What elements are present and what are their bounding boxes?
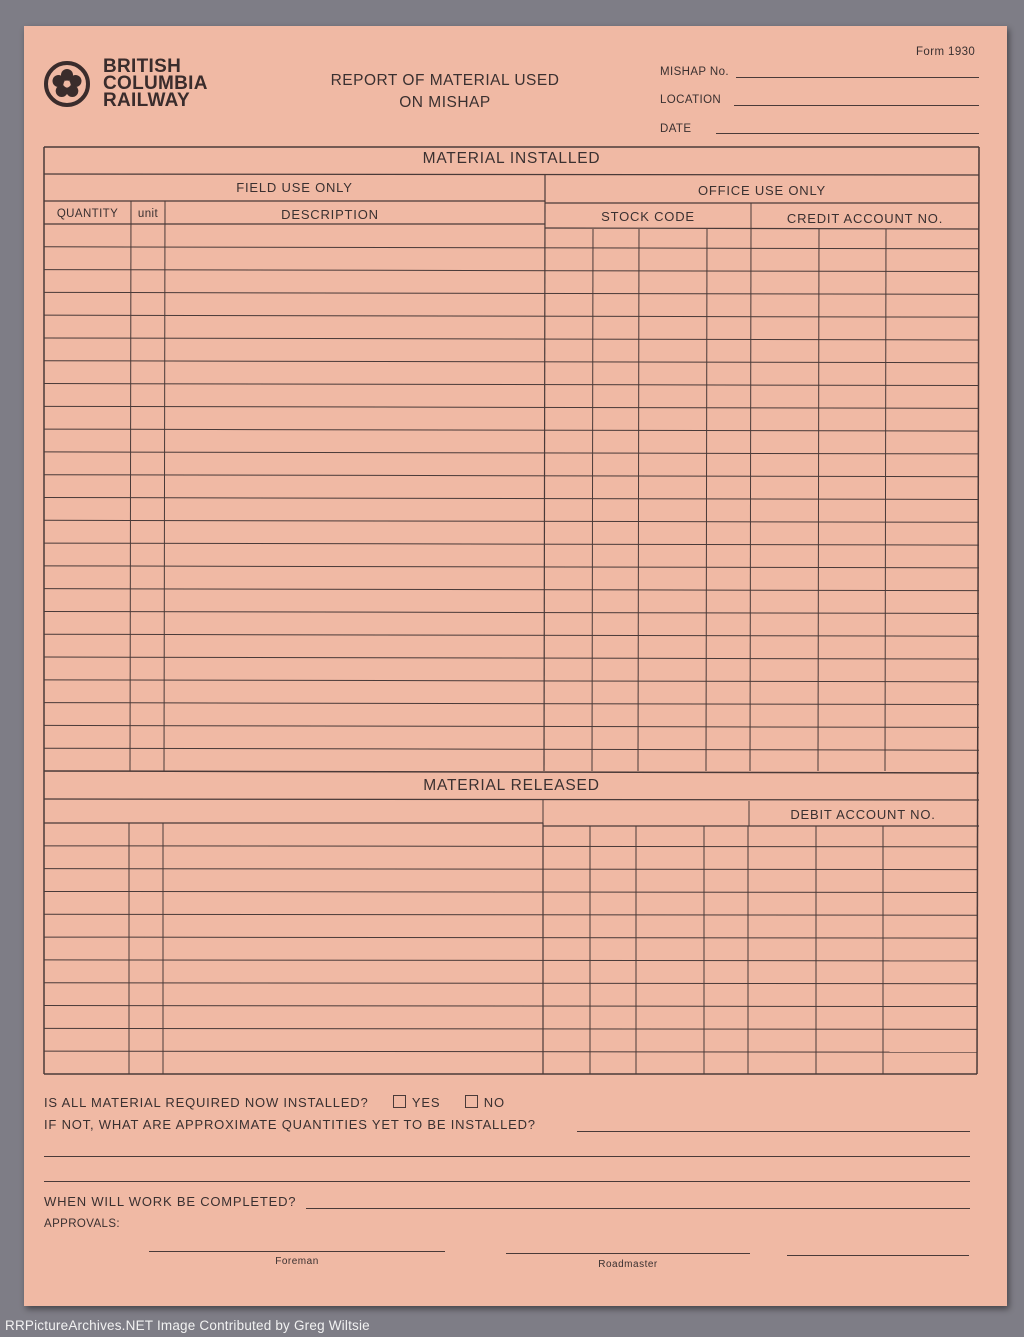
form-title-line1: REPORT OF MATERIAL USED xyxy=(330,72,560,89)
table-border-right xyxy=(977,147,979,1074)
installed-row-rule xyxy=(44,475,979,477)
form-title-line2: ON MISHAP xyxy=(399,94,491,111)
material-released-title: MATERIAL RELEASED xyxy=(423,777,600,794)
installed-row-rule xyxy=(44,452,979,454)
office-use-only-label: OFFICE USE ONLY xyxy=(697,183,827,198)
installed-col-rule xyxy=(164,201,165,771)
released-row-rule xyxy=(44,846,977,847)
roadmaster-label: Roadmaster xyxy=(598,1259,658,1270)
released-row-rule xyxy=(44,960,977,961)
released-row-rule xyxy=(44,891,977,892)
installed-col-rule xyxy=(592,229,593,771)
installed-row-rule xyxy=(44,520,979,522)
no-checkbox[interactable] xyxy=(465,1095,478,1108)
approvals-label: APPROVALS: xyxy=(44,1218,121,1230)
yes-checkbox[interactable] xyxy=(393,1095,406,1108)
installed-col-rule xyxy=(544,201,545,771)
question-remaining-quantities: IF NOT, WHAT ARE APPROXIMATE QUANTITIES YET TO BE INSTALLED? xyxy=(44,1117,536,1132)
installed-row-rule xyxy=(44,429,979,431)
released-row-rule xyxy=(44,914,977,915)
installed-row-rule xyxy=(44,338,979,340)
released-row-rule xyxy=(44,983,977,984)
released-row-rule xyxy=(44,869,977,870)
stock-code-col-header: STOCK CODE xyxy=(601,209,695,224)
installed-col-rule xyxy=(130,201,131,771)
field-use-only-label: FIELD USE ONLY xyxy=(236,180,353,195)
foreman-label: Foreman xyxy=(275,1256,319,1267)
installed-col-rule xyxy=(818,229,819,771)
unit-col-header: unit xyxy=(137,208,159,220)
question-completion: WHEN WILL WORK BE COMPLETED? xyxy=(44,1194,297,1209)
image-credit: RRPictureArchives.NET Image Contributed by Greg Wiltsie xyxy=(5,1318,370,1333)
released-row-rule xyxy=(44,1028,977,1029)
yes-option[interactable] xyxy=(393,1095,440,1110)
installed-row-rule xyxy=(44,315,979,317)
remaining-quantities-line3[interactable] xyxy=(44,1181,970,1182)
released-row-rule xyxy=(44,937,977,938)
installed-row-rule xyxy=(44,247,979,249)
released-row-rule xyxy=(44,1051,977,1052)
description-col-header: DESCRIPTION xyxy=(281,207,379,222)
installed-bottom-rule xyxy=(44,771,979,773)
installed-row-rule xyxy=(44,361,979,363)
no-label: NO xyxy=(483,1095,505,1110)
installed-row-rule xyxy=(44,498,979,500)
installed-row-rule xyxy=(44,589,979,591)
installed-row-rule xyxy=(44,406,979,408)
installed-col-rule xyxy=(750,229,751,771)
company-name-line3: RAILWAY xyxy=(103,90,190,111)
date-label: DATE xyxy=(660,123,692,135)
third-signature-line[interactable] xyxy=(787,1255,969,1256)
installed-row-rule xyxy=(44,634,979,636)
roadmaster-signature-line[interactable] xyxy=(506,1253,750,1254)
mishap-no-label: MISHAP No. xyxy=(660,66,729,78)
company-name-line2: COLUMBIA xyxy=(103,73,208,94)
debit-account-col-header: DEBIT ACCOUNT NO. xyxy=(790,807,936,822)
remaining-quantities-line2[interactable] xyxy=(44,1156,970,1157)
installed-row-rule xyxy=(44,657,979,659)
form-paper xyxy=(24,26,1007,1306)
installed-col-rule xyxy=(885,229,886,771)
installed-row-rule xyxy=(44,611,979,613)
installed-row-rule xyxy=(44,566,979,568)
form-number: Form 1930 xyxy=(916,46,976,58)
no-option[interactable] xyxy=(465,1095,505,1110)
installed-row-rule xyxy=(44,384,979,386)
installed-row-rule xyxy=(44,725,979,727)
quantity-col-header: QUANTITY xyxy=(56,208,119,220)
installed-row-rule xyxy=(44,270,979,272)
installed-col-rule xyxy=(706,229,707,771)
foreman-signature-line[interactable] xyxy=(149,1251,445,1252)
remaining-quantities-field[interactable] xyxy=(577,1131,970,1132)
col-header-rule-right xyxy=(545,228,979,229)
installed-row-rule xyxy=(44,543,979,545)
question-all-installed xyxy=(44,1095,505,1110)
installed-row-rule xyxy=(44,292,979,294)
installed-row-rule xyxy=(44,680,979,682)
completion-field[interactable] xyxy=(306,1208,970,1209)
released-title-rule xyxy=(44,799,979,800)
installed-row-rule xyxy=(44,748,979,750)
installed-row-rule xyxy=(44,703,979,705)
installed-col-rule xyxy=(638,229,639,771)
yes-label: YES xyxy=(411,1095,441,1110)
released-row-rule xyxy=(44,1006,977,1007)
company-name-line1: BRITISH xyxy=(103,56,182,77)
material-installed-title: MATERIAL INSTALLED xyxy=(422,150,601,167)
installed-title-rule xyxy=(44,174,979,175)
question-all-installed-text: IS ALL MATERIAL REQUIRED NOW INSTALLED? xyxy=(44,1095,369,1110)
location-label: LOCATION xyxy=(660,94,722,106)
credit-account-col-header: CREDIT ACCOUNT NO. xyxy=(786,211,944,226)
